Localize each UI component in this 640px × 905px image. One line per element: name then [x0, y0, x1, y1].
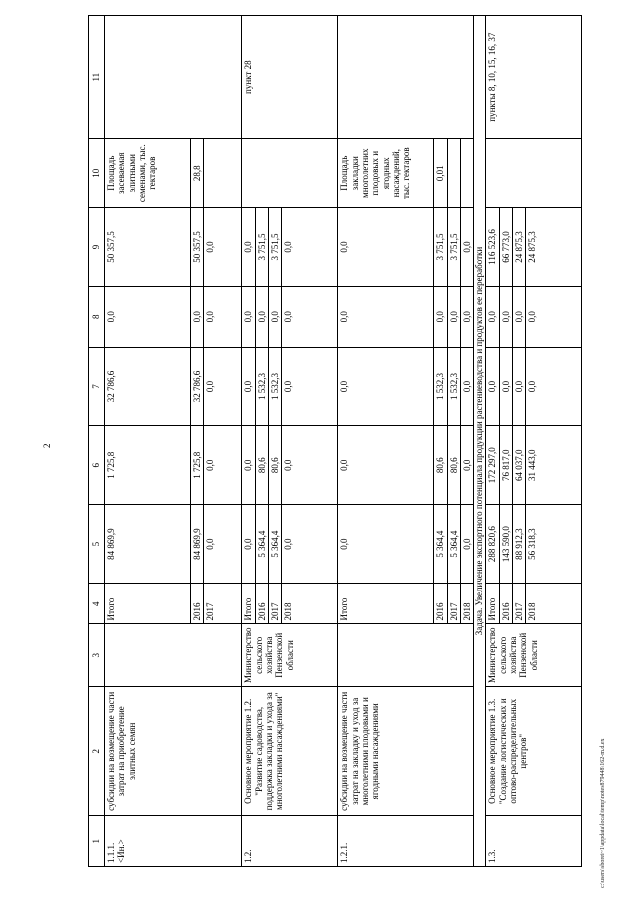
value-cell: 0,0	[461, 347, 474, 426]
value-cell: 1 532,3	[255, 347, 268, 426]
value-cell: 0,0	[461, 208, 474, 287]
header-cell: 8	[89, 286, 105, 347]
year-cell: Итого	[242, 584, 255, 624]
activity-name: субсидии на возмещение части затрат на приобретение элитных семян	[105, 687, 242, 816]
year-cell: 2018	[282, 584, 338, 624]
rotated-table-container	[88, 15, 539, 867]
header-cell: 5	[89, 505, 105, 584]
value-cell: 0,0	[204, 505, 242, 584]
value-cell: 0,0	[242, 208, 255, 287]
value-cell: 0,0	[269, 286, 282, 347]
value-cell: 5 364,4	[255, 505, 268, 584]
executor-cell: Министерство сельского хозяйства Пензенской области	[486, 624, 582, 687]
value-cell: 88 912,3	[513, 505, 526, 584]
value-cell: 80,6	[269, 426, 282, 505]
value-cell: 0,0	[338, 208, 434, 287]
value-cell: 1 725,8	[191, 426, 204, 505]
value-cell: 84 869,9	[191, 505, 204, 584]
year-cell: 2017	[513, 584, 526, 624]
value-cell: 143 590,0	[499, 505, 512, 584]
value-cell: 66 773,0	[499, 208, 512, 287]
year-cell: Итого	[105, 584, 191, 624]
indicator-value: 0,01	[434, 139, 447, 208]
value-cell: 84 869,9	[105, 505, 191, 584]
year-cell: 2016	[499, 584, 512, 624]
indicator-cell	[486, 139, 582, 208]
value-cell: 1 532,3	[434, 347, 447, 426]
indicator-value	[204, 139, 242, 208]
indicator-value	[447, 139, 460, 208]
table-row	[486, 16, 499, 867]
header-row	[89, 16, 105, 867]
points-cell	[105, 16, 242, 139]
value-cell: 0,0	[204, 347, 242, 426]
value-cell: 5 364,4	[447, 505, 460, 584]
value-cell: 0,0	[191, 286, 204, 347]
value-cell: 3 751,5	[447, 208, 460, 287]
file-path-footer: c:\users\sborei~1\appdata\local\temp\notes879448\162-m.d.ex	[600, 738, 606, 888]
year-cell: 2018	[526, 584, 582, 624]
value-cell: 116 523,6	[486, 208, 499, 287]
value-cell: 24 875,3	[513, 208, 526, 287]
value-cell: 0,0	[499, 347, 512, 426]
value-cell: 0,0	[242, 505, 255, 584]
header-cell: 6	[89, 426, 105, 505]
value-cell: 32 786,6	[105, 347, 191, 426]
value-cell: 0,0	[513, 347, 526, 426]
indicator-label: Площадь закладки многолетних плодовых и ягодных насаждений, тыс. гектаров	[338, 139, 434, 208]
header-cell: 3	[89, 624, 105, 687]
value-cell: 76 817,0	[499, 426, 512, 505]
value-cell: 0,0	[282, 286, 338, 347]
table-row	[338, 16, 434, 867]
value-cell: 0,0	[242, 426, 255, 505]
table-row	[242, 16, 255, 867]
value-cell: 0,0	[486, 347, 499, 426]
value-cell: 0,0	[338, 286, 434, 347]
indicator-value: 28,8	[191, 139, 204, 208]
value-cell: 3 751,5	[269, 208, 282, 287]
value-cell: 172 297,0	[486, 426, 499, 505]
value-cell: 80,6	[255, 426, 268, 505]
task-heading: Задача. Увеличение экспортного потенциала продукции растениеводства и продуктов ее переработки	[474, 16, 486, 867]
value-cell: 1 725,8	[105, 426, 191, 505]
value-cell: 0,0	[242, 286, 255, 347]
value-cell: 0,0	[255, 286, 268, 347]
value-cell: 31 443,0	[526, 426, 582, 505]
value-cell: 0,0	[282, 208, 338, 287]
year-cell: 2017	[204, 584, 242, 624]
value-cell: 32 786,6	[191, 347, 204, 426]
value-cell: 5 364,4	[434, 505, 447, 584]
year-cell: 2018	[461, 584, 474, 624]
value-cell: 0,0	[204, 208, 242, 287]
value-cell: 0,0	[526, 286, 582, 347]
value-cell: 0,0	[282, 347, 338, 426]
value-cell: 50 357,5	[191, 208, 204, 287]
header-cell: 10	[89, 139, 105, 208]
row-code: 1.3.	[486, 816, 582, 867]
value-cell: 0,0	[204, 426, 242, 505]
value-cell: 0,0	[499, 286, 512, 347]
value-cell: 1 532,3	[269, 347, 282, 426]
value-cell: 0,0	[105, 286, 191, 347]
activity-name: Основное мероприятие 1.2. "Развитие садоводства, поддержка закладки и ухода за многолетними насаждениями"	[242, 687, 338, 816]
page-number: 2	[42, 443, 52, 448]
year-cell: 2016	[191, 584, 204, 624]
activity-name: субсидии на возмещение части затрат на закладку и уход за многолетними плодовыми и ягодными насаждениями	[338, 687, 474, 816]
table-row	[105, 16, 191, 867]
value-cell: 80,6	[434, 426, 447, 505]
value-cell: 1 532,3	[447, 347, 460, 426]
value-cell: 288 820,6	[486, 505, 499, 584]
year-cell: Итого	[338, 584, 434, 624]
header-cell: 7	[89, 347, 105, 426]
year-cell: 2016	[255, 584, 268, 624]
value-cell: 80,6	[447, 426, 460, 505]
value-cell: 0,0	[447, 286, 460, 347]
value-cell: 56 318,3	[526, 505, 582, 584]
executor-cell	[105, 624, 242, 687]
value-cell: 5 364,4	[269, 505, 282, 584]
value-cell: 0,0	[461, 426, 474, 505]
value-cell: 0,0	[242, 347, 255, 426]
task-row	[474, 16, 486, 867]
year-cell: Итого	[486, 584, 499, 624]
header-cell: 4	[89, 584, 105, 624]
executor-cell: Министерство сельского хозяйства Пензенской области	[242, 624, 338, 687]
value-cell: 0,0	[338, 505, 434, 584]
program-activities-table	[88, 15, 582, 867]
value-cell: 0,0	[282, 505, 338, 584]
value-cell: 0,0	[204, 286, 242, 347]
row-code: 1.1.1. <Ин.>	[105, 816, 242, 867]
value-cell: 50 357,5	[105, 208, 191, 287]
value-cell: 3 751,5	[434, 208, 447, 287]
year-cell: 2017	[269, 584, 282, 624]
header-cell: 1	[89, 816, 105, 867]
header-cell: 11	[89, 16, 105, 139]
year-cell: 2017	[447, 584, 460, 624]
value-cell: 3 751,5	[255, 208, 268, 287]
indicator-cell	[242, 139, 338, 208]
value-cell: 0,0	[486, 286, 499, 347]
row-code: 1.2.1.	[338, 816, 474, 867]
indicator-value	[461, 139, 474, 208]
points-cell: пункты 8, 10, 15, 16, 37	[486, 16, 582, 139]
value-cell: 0,0	[513, 286, 526, 347]
executor-cell	[338, 624, 474, 687]
activity-name: Основное мероприятие 1.3. "Создание логистических и оптово-распределительных центров"	[486, 687, 582, 816]
points-cell	[338, 16, 474, 139]
value-cell: 64 037,0	[513, 426, 526, 505]
value-cell: 0,0	[282, 426, 338, 505]
points-cell: пункт 28	[242, 16, 338, 139]
value-cell: 0,0	[338, 347, 434, 426]
value-cell: 0,0	[526, 347, 582, 426]
indicator-label: Площадь засеваемая элитными семенами, тыс. гектаров	[105, 139, 191, 208]
header-cell: 9	[89, 208, 105, 287]
value-cell: 24 875,3	[526, 208, 582, 287]
value-cell: 0,0	[461, 286, 474, 347]
value-cell: 0,0	[461, 505, 474, 584]
value-cell: 0,0	[434, 286, 447, 347]
value-cell: 0,0	[338, 426, 434, 505]
row-code: 1.2.	[242, 816, 338, 867]
year-cell: 2016	[434, 584, 447, 624]
header-cell: 2	[89, 687, 105, 816]
